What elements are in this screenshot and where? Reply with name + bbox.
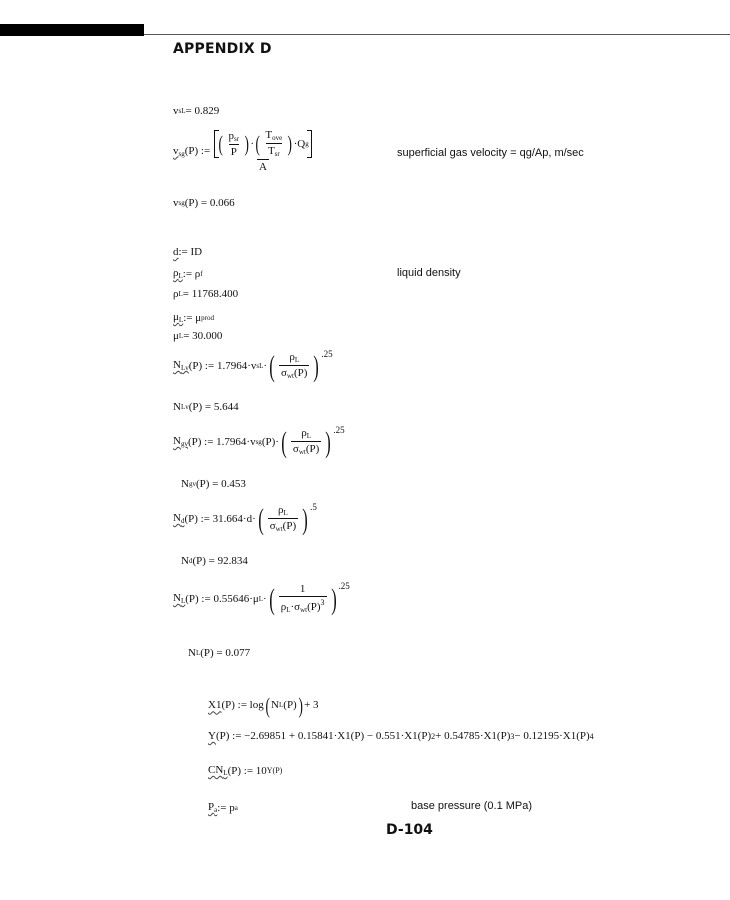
eq-nd-result: N d (P) = 92.834	[181, 555, 248, 567]
eq-d-definition: d := ID	[173, 246, 203, 258]
eq-mul-definition: $\mu_L$ := μ prod	[173, 311, 214, 324]
eq-nl-definition: $N_L$ (P) := 0.55646·μ L · ( $\frac{1}{\rho_L\cdot\sigma_{wt}(P)^3}$ ) .25	[173, 581, 350, 616]
eq-nl-result: N L (P) = 0.077	[188, 647, 251, 659]
header-rule	[144, 34, 730, 35]
eq-vsl-result: v sL = 0.829	[173, 105, 220, 117]
eq-nlv-definition: $N_{Lv}$ (P) := 1.7964·v sL · ( $\frac{\rho_L}{\sigma_{wt}(P)}$ ) .25	[173, 349, 333, 383]
eq-ngv-result: N gv (P) = 0.453	[181, 478, 246, 490]
eq-rhol-definition: $\rho_L$ := ρ f	[173, 267, 203, 280]
eq-y-definition: Y (P) := −2.69851 + 0.15841·X1(P) − 0.551·X1(P) 2 + 0.54785·X1(P) 3 − 0.12195·X1(P) 4	[208, 730, 594, 742]
header-bar	[0, 24, 144, 36]
note-liquid-density: liquid density	[397, 267, 461, 279]
eq-x1-definition: X1 (P) := log ( N L (P) ) + 3	[208, 693, 319, 718]
page-title: APPENDIX D	[173, 41, 272, 57]
note-superficial-gas-velocity: superficial gas velocity = qg/Ap, m/sec	[397, 147, 584, 159]
eq-cnl-definition: $CN_L$ (P) := 10 Y(P)	[208, 764, 283, 777]
eq-mul-result: μ L = 30.000	[173, 330, 223, 342]
eq-ngv-definition: $N_{gv}$ (P) := 1.7964·v sg (P)· ( $\frac{\rho_L}{\sigma_{wt}(P)}$ ) .25	[173, 425, 345, 459]
eq-vsg-definition: $v_{sg}$ (P) := ( $\frac{p_{sr}}{P}$ ) · ( $\frac{T_{ove}}{T_{sr}}$ ) ·Q g A	[173, 130, 316, 173]
page-number: D-104	[386, 822, 433, 838]
eq-nlv-result: N Lv (P) = 5.644	[173, 401, 239, 413]
eq-rhol-result: ρ L = 11768.400	[173, 288, 239, 300]
eq-nd-definition: $N_d$ (P) := 31.664·d· ( $\frac{\rho_L}{\sigma_{wt}(P)}$ ) .5	[173, 502, 317, 536]
note-base-pressure: base pressure (0.1 MPa)	[411, 800, 533, 812]
eq-pa-definition: $P_a$ := p a	[208, 801, 238, 814]
eq-vsg-result: v sg (P) = 0.066	[173, 197, 235, 209]
